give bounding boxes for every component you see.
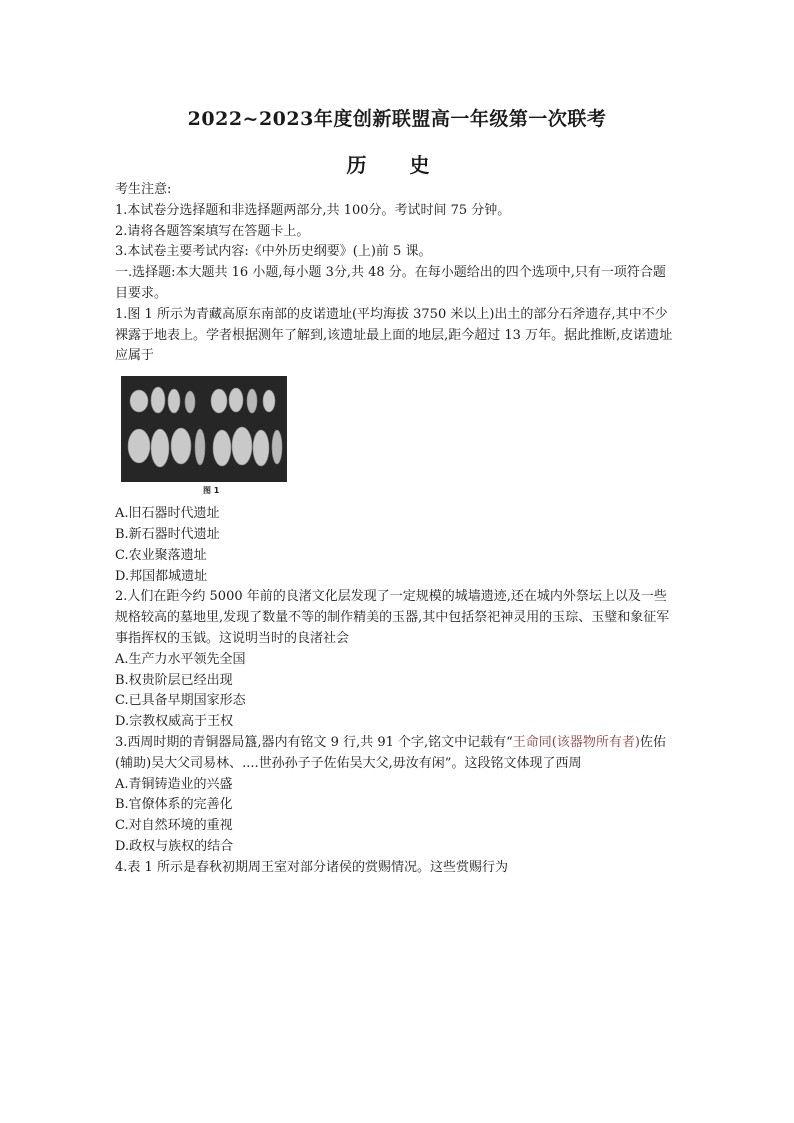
question-1-option: C.农业聚落遗址 bbox=[115, 547, 207, 563]
question-3-option: A.青铜铸造业的兴盛 bbox=[115, 776, 233, 792]
question-3-stem-start: 3.西周时期的青铜器局簋,器内有铭文 9 行,共 91 个字,铭文中记载有“ bbox=[115, 734, 513, 750]
question-2-option: B.权贵阶层已经出现 bbox=[115, 672, 233, 688]
exam-title: 2022~2023年度创新联盟高一年级第一次联考 bbox=[187, 108, 607, 130]
question-1-option: D.邦国都城遗址 bbox=[115, 568, 208, 584]
question-1-stem: 1.图 1 所示为青藏高原东南部的皮诺遗址(平均海拔 3750 米以上)出土的部分石斧遗存,其中不少裸露于地表上。学者根据测年了解到,该遗址最上面的地层,距今超过 13 万年。据此推断,皮诺遗址应属于 bbox=[115, 306, 673, 364]
question-3-quote: 王命同(该器物所有者) bbox=[512, 734, 640, 750]
question-3-stem-end: 佐佑(辅助)吴大父司易林、....世孙孙子子佐佑吴大父,毋汝有闲”。这段铭文体现了西周 bbox=[115, 734, 666, 771]
question-2-option: C.已具备早期国家形态 bbox=[115, 693, 246, 709]
note-item: 1.本试卷分选择题和非选择题两部分,共 100分。考试时间 75 分钟。 bbox=[115, 202, 511, 218]
exam-content bbox=[115, 180, 675, 879]
question-1-option: A.旧石器时代遗址 bbox=[115, 506, 220, 522]
figure-1 bbox=[121, 376, 287, 498]
question-3-stem bbox=[115, 733, 675, 775]
question-2-option: D.宗教权威高于王权 bbox=[115, 714, 234, 730]
question-3-option: D.政权与族权的结合 bbox=[115, 838, 234, 854]
question-2-stem: 2.人们在距今约 5000 年前的良渚文化层发现了一定规模的城墙遗迹,还在城内外祭坛上以及一些规格较高的墓地里,发现了数量不等的制作精美的玉器,其中包括祭祀神灵用的玉琮、玉璧和象征军事指挥权的玉钺。这说明当时的良渚社会 bbox=[115, 589, 670, 646]
question-1-option: B.新石器时代遗址 bbox=[115, 526, 220, 542]
question-4-stem: 4.表 1 所示是春秋初期周王室对部分诸侯的赏赐情况。这些赏赐行为 bbox=[115, 859, 508, 875]
stone-axes-photo bbox=[121, 376, 287, 482]
note-item: 2.请将各题答案填写在答题卡上。 bbox=[115, 223, 310, 239]
question-3-option: C.对自然环境的重视 bbox=[115, 818, 233, 834]
notes-heading: 考生注意: bbox=[115, 182, 172, 197]
note-item: 3.本试卷主要考试内容:《中外历史纲要》(上)前 5 课。 bbox=[115, 244, 432, 260]
question-3-option: B.官僚体系的完善化 bbox=[115, 797, 233, 813]
question-2-option: A.生产力水平领先全国 bbox=[115, 651, 246, 667]
exam-subject: 历 史 bbox=[346, 153, 448, 177]
section-intro: 一.选择题:本大题共 16 小题,每小题 3分,共 48 分。在每小题给出的四个选项中,只有一项符合题目要求。 bbox=[115, 265, 666, 301]
figure-caption: 图 1 bbox=[203, 486, 220, 496]
